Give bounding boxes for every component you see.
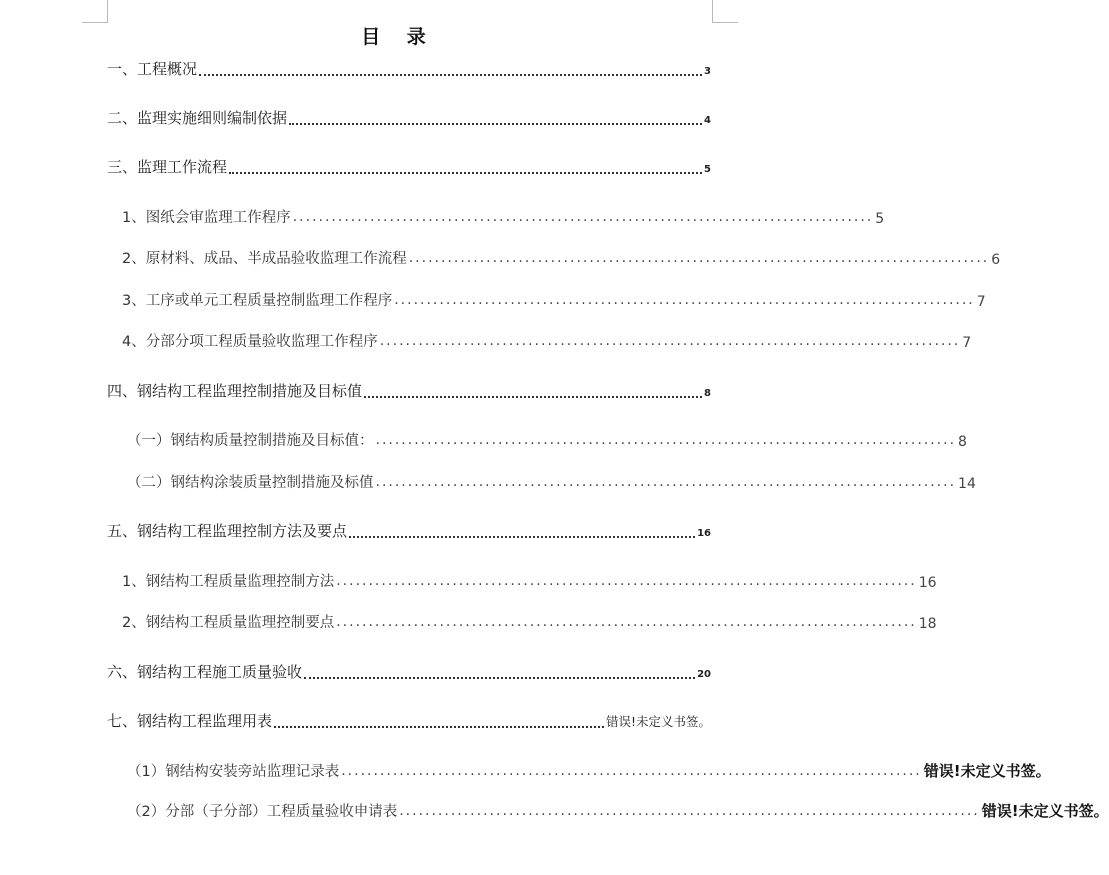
dot-leader: .......................................................................................... <box>341 763 922 779</box>
dot-leader: .......................................................................................... <box>375 432 957 448</box>
toc-entry-page: 5 <box>704 164 711 175</box>
toc-entry-label: 3、工序或单元工程质量控制监理工作程序 <box>122 293 393 309</box>
dot-leader <box>364 396 702 398</box>
dot-leader: .......................................................................................... <box>408 250 990 266</box>
toc-entry-1[interactable] <box>107 58 711 79</box>
toc-entry-3-3[interactable] <box>122 289 986 310</box>
toc-entry-label: （2）分部（子分部）工程质量验收申请表 <box>127 804 398 820</box>
toc-entry-3-4[interactable] <box>122 330 972 351</box>
dot-leader <box>199 74 702 76</box>
dot-leader: .......................................................................................... <box>336 614 917 630</box>
toc-entry-label: 4、分部分项工程质量验收监理工作程序 <box>122 334 378 350</box>
toc-entry-label: 四、钢结构工程监理控制措施及目标值 <box>107 382 363 400</box>
toc-entry-page: 16 <box>918 575 937 591</box>
toc-entry-label: 五、钢结构工程监理控制方法及要点 <box>107 522 348 540</box>
toc-entry-5[interactable] <box>107 520 711 541</box>
page-corner-mark-left <box>82 0 108 23</box>
toc-entry-page: 5 <box>875 211 885 227</box>
toc-entry-page: 16 <box>697 528 711 539</box>
toc-entry-7[interactable] <box>107 710 711 731</box>
toc-entry-7-1[interactable] <box>127 760 1051 781</box>
toc-entry-page: 20 <box>697 669 711 680</box>
toc-entry-page: 7 <box>976 294 986 310</box>
toc-entry-3-1[interactable] <box>122 206 885 227</box>
toc-entry-page: 4 <box>704 115 711 126</box>
toc-entry-page: 8 <box>704 388 711 399</box>
page-corner-mark-right <box>712 0 738 23</box>
toc-entry-4[interactable] <box>107 380 711 401</box>
toc-entry-page: 8 <box>958 434 967 450</box>
toc-entry-page-error: 错误!未定义书签。 <box>605 714 711 729</box>
dot-leader: .......................................................................................... <box>336 573 917 589</box>
toc-entry-3[interactable] <box>107 156 711 177</box>
toc-entry-page: 7 <box>962 335 972 351</box>
toc-entry-label: 六、钢结构工程施工质量验收 <box>107 663 303 681</box>
toc-entry-page-error: 错误!未定义书签。 <box>923 762 1051 780</box>
toc-entry-page-error: 错误!未定义书签。 <box>981 802 1109 820</box>
toc-entry-6[interactable] <box>107 661 711 682</box>
toc-entry-label: （1）钢结构安装旁站监理记录表 <box>127 764 340 780</box>
toc-title: 目 录 <box>361 26 436 48</box>
toc-entry-4-1[interactable] <box>127 429 967 450</box>
toc-entry-page: 18 <box>918 616 937 632</box>
toc-entry-label: （一）钢结构质量控制措施及目标值： <box>127 433 374 449</box>
toc-entry-page: 14 <box>958 476 976 492</box>
toc-entry-3-2[interactable] <box>122 247 1001 268</box>
toc-entry-label: 二、监理实施细则编制依据 <box>107 109 288 127</box>
toc-entry-page: 3 <box>704 66 711 77</box>
toc-entry-label: 1、图纸会审监理工作程序 <box>122 210 291 226</box>
dot-leader <box>289 123 702 125</box>
toc-entry-label: 2、原材料、成品、半成品验收监理工作流程 <box>122 251 407 267</box>
dot-leader: .......................................................................................... <box>394 292 975 308</box>
dot-leader: .......................................................................................... <box>292 209 874 225</box>
dot-leader <box>349 536 695 538</box>
dot-leader: .......................................................................................... <box>375 474 957 490</box>
toc-entry-label: 七、钢结构工程监理用表 <box>107 712 273 730</box>
toc-entry-page: 6 <box>991 252 1001 268</box>
toc-entry-label: 1、钢结构工程质量监理控制方法 <box>122 574 335 590</box>
toc-entry-label: 一、工程概况 <box>107 60 198 78</box>
toc-entry-5-1[interactable] <box>122 570 937 591</box>
toc-entry-label: 三、监理工作流程 <box>107 158 228 176</box>
dot-leader <box>229 172 702 174</box>
toc-entry-7-2[interactable] <box>127 800 1109 821</box>
toc-entry-5-2[interactable] <box>122 611 937 632</box>
dot-leader <box>304 677 695 679</box>
dot-leader <box>274 726 604 728</box>
toc-entry-4-2[interactable] <box>127 471 976 492</box>
dot-leader: .......................................................................................... <box>399 803 980 819</box>
toc-entry-2[interactable] <box>107 107 711 128</box>
toc-entry-label: 2、钢结构工程质量监理控制要点 <box>122 615 335 631</box>
dot-leader: .......................................................................................... <box>379 333 961 349</box>
toc-entry-label: （二）钢结构涂装质量控制措施及标值 <box>127 475 374 491</box>
